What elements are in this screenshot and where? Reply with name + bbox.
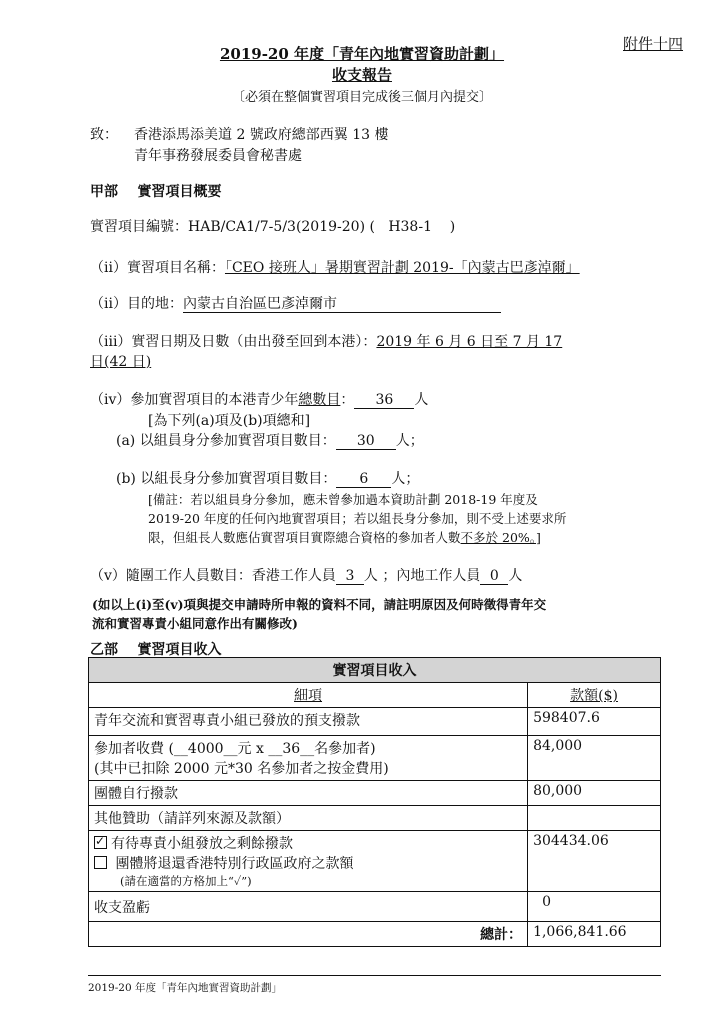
row-amount: 0 xyxy=(528,892,661,922)
notice-line-1: (如以上(i)至(v)項與提交申請時所申報的資料不同，請註明原因及何時徵得青年交 xyxy=(92,597,547,612)
submission-note: 〔必須在整個實習項目完成後三個月內提交〕 xyxy=(231,90,492,105)
total-value: 1,066,841.66 xyxy=(528,922,661,947)
internship-days: 日(42 日) xyxy=(90,354,152,370)
table-row xyxy=(89,806,661,831)
footer-divider xyxy=(88,975,661,976)
column-header-amount: 款額($) xyxy=(528,683,661,708)
page-title: 2019-20 年度「青年內地實習資助計劃」 xyxy=(219,45,505,63)
table-row xyxy=(89,781,661,806)
row-amount: 80,000 xyxy=(528,781,661,806)
notice-line-2: 流和實習專責小組同意作出有關修改) xyxy=(92,616,298,631)
address-line-2: 青年事務發展委員會秘書處 xyxy=(134,148,302,164)
remark-line-3: 限，但組長人數應佔實習項目實際總合資格的參加者人數不多於 20%。] xyxy=(148,530,541,545)
table-title: 實習項目收入 xyxy=(89,658,661,683)
section-a-heading: 甲部 實習項目概要 xyxy=(90,184,222,200)
staff-count: （v）隨團工作人員數目：香港工作人員 3 人 ；內地工作人員 0 人 xyxy=(90,568,523,584)
table-header-row xyxy=(89,658,661,683)
table-row xyxy=(89,892,661,922)
table-row xyxy=(89,736,661,781)
project-number: 實習項目編號：HAB/CA1/7-5/3(2019-20) ( H38-1 ) xyxy=(90,219,456,235)
annex-label: 附件十四 xyxy=(623,35,684,53)
row-amount: 304434.06 xyxy=(528,831,661,892)
total-youth-note: [為下列(a)項及(b)項總和] xyxy=(148,413,311,429)
income-table xyxy=(88,657,661,947)
row-amount xyxy=(528,806,661,831)
project-name: （ii）實習項目名稱：「CEO 接班人」暑期實習計劃 2019-「內蒙古巴彥淖爾」 xyxy=(90,260,580,276)
section-b-heading: 乙部 實習項目收入 xyxy=(90,642,222,658)
row-item: 參加者收費 (__4000__元 x __36__名參加者) (其中已扣除 2000 元*30 名參加者之按金費用) xyxy=(89,736,528,781)
remark-line-1: [備註：若以組員身分參加，應未曾參加過本資助計劃 2018-19 年度及 xyxy=(148,492,538,507)
remark-line-2: 2019-20 年度的任何內地實習項目；若以組長身分參加，則不受上述要求所 xyxy=(148,511,567,526)
checked-checkbox-icon[interactable] xyxy=(94,836,107,849)
row-item: ✓有待專責小組發放之剩餘撥款 團體將退還香港特別行政區政府之款額 (請在適當的方格加上“✓”) xyxy=(89,831,528,892)
total-row xyxy=(89,922,661,947)
row-item: 其他贊助（請詳列來源及款額） xyxy=(89,806,528,831)
leader-count: (b) 以組長身分參加實習項目數目： 6 人； xyxy=(116,471,420,487)
table-row xyxy=(89,708,661,736)
member-count: (a) 以組員身分參加實習項目數目： 30 人； xyxy=(116,433,424,449)
destination: （ii）目的地：內蒙古自治區巴彥淖爾市 xyxy=(90,293,501,313)
table-row xyxy=(89,831,661,892)
total-label: 總計： xyxy=(89,922,528,947)
internship-dates: （iii）實習日期及日數（由出發至回到本港）：2019 年 6 月 6 日至 7 月 17 xyxy=(90,334,563,350)
address-line-1: 香港添馬添美道 2 號政府總部西翼 13 樓 xyxy=(134,127,389,143)
unchecked-checkbox-icon[interactable] xyxy=(94,856,107,869)
row-amount: 598407.6 xyxy=(528,708,661,736)
total-youth: （iv）參加實習項目的本港青少年總數目： 36 人 xyxy=(90,392,429,408)
row-item: 團體自行撥款 xyxy=(89,781,528,806)
row-item: 收支盈虧 xyxy=(89,892,528,922)
column-header-row xyxy=(89,683,661,708)
column-header-item: 細項 xyxy=(89,683,528,708)
page-subtitle: 收支報告 xyxy=(331,66,392,84)
row-amount: 84,000 xyxy=(528,736,661,781)
footer-text: 2019-20 年度「青年內地實習資助計劃」 xyxy=(88,982,282,994)
to-label: 致： xyxy=(90,127,118,143)
row-item: 青年交流和實習專責小組已發放的預支撥款 xyxy=(89,708,528,736)
